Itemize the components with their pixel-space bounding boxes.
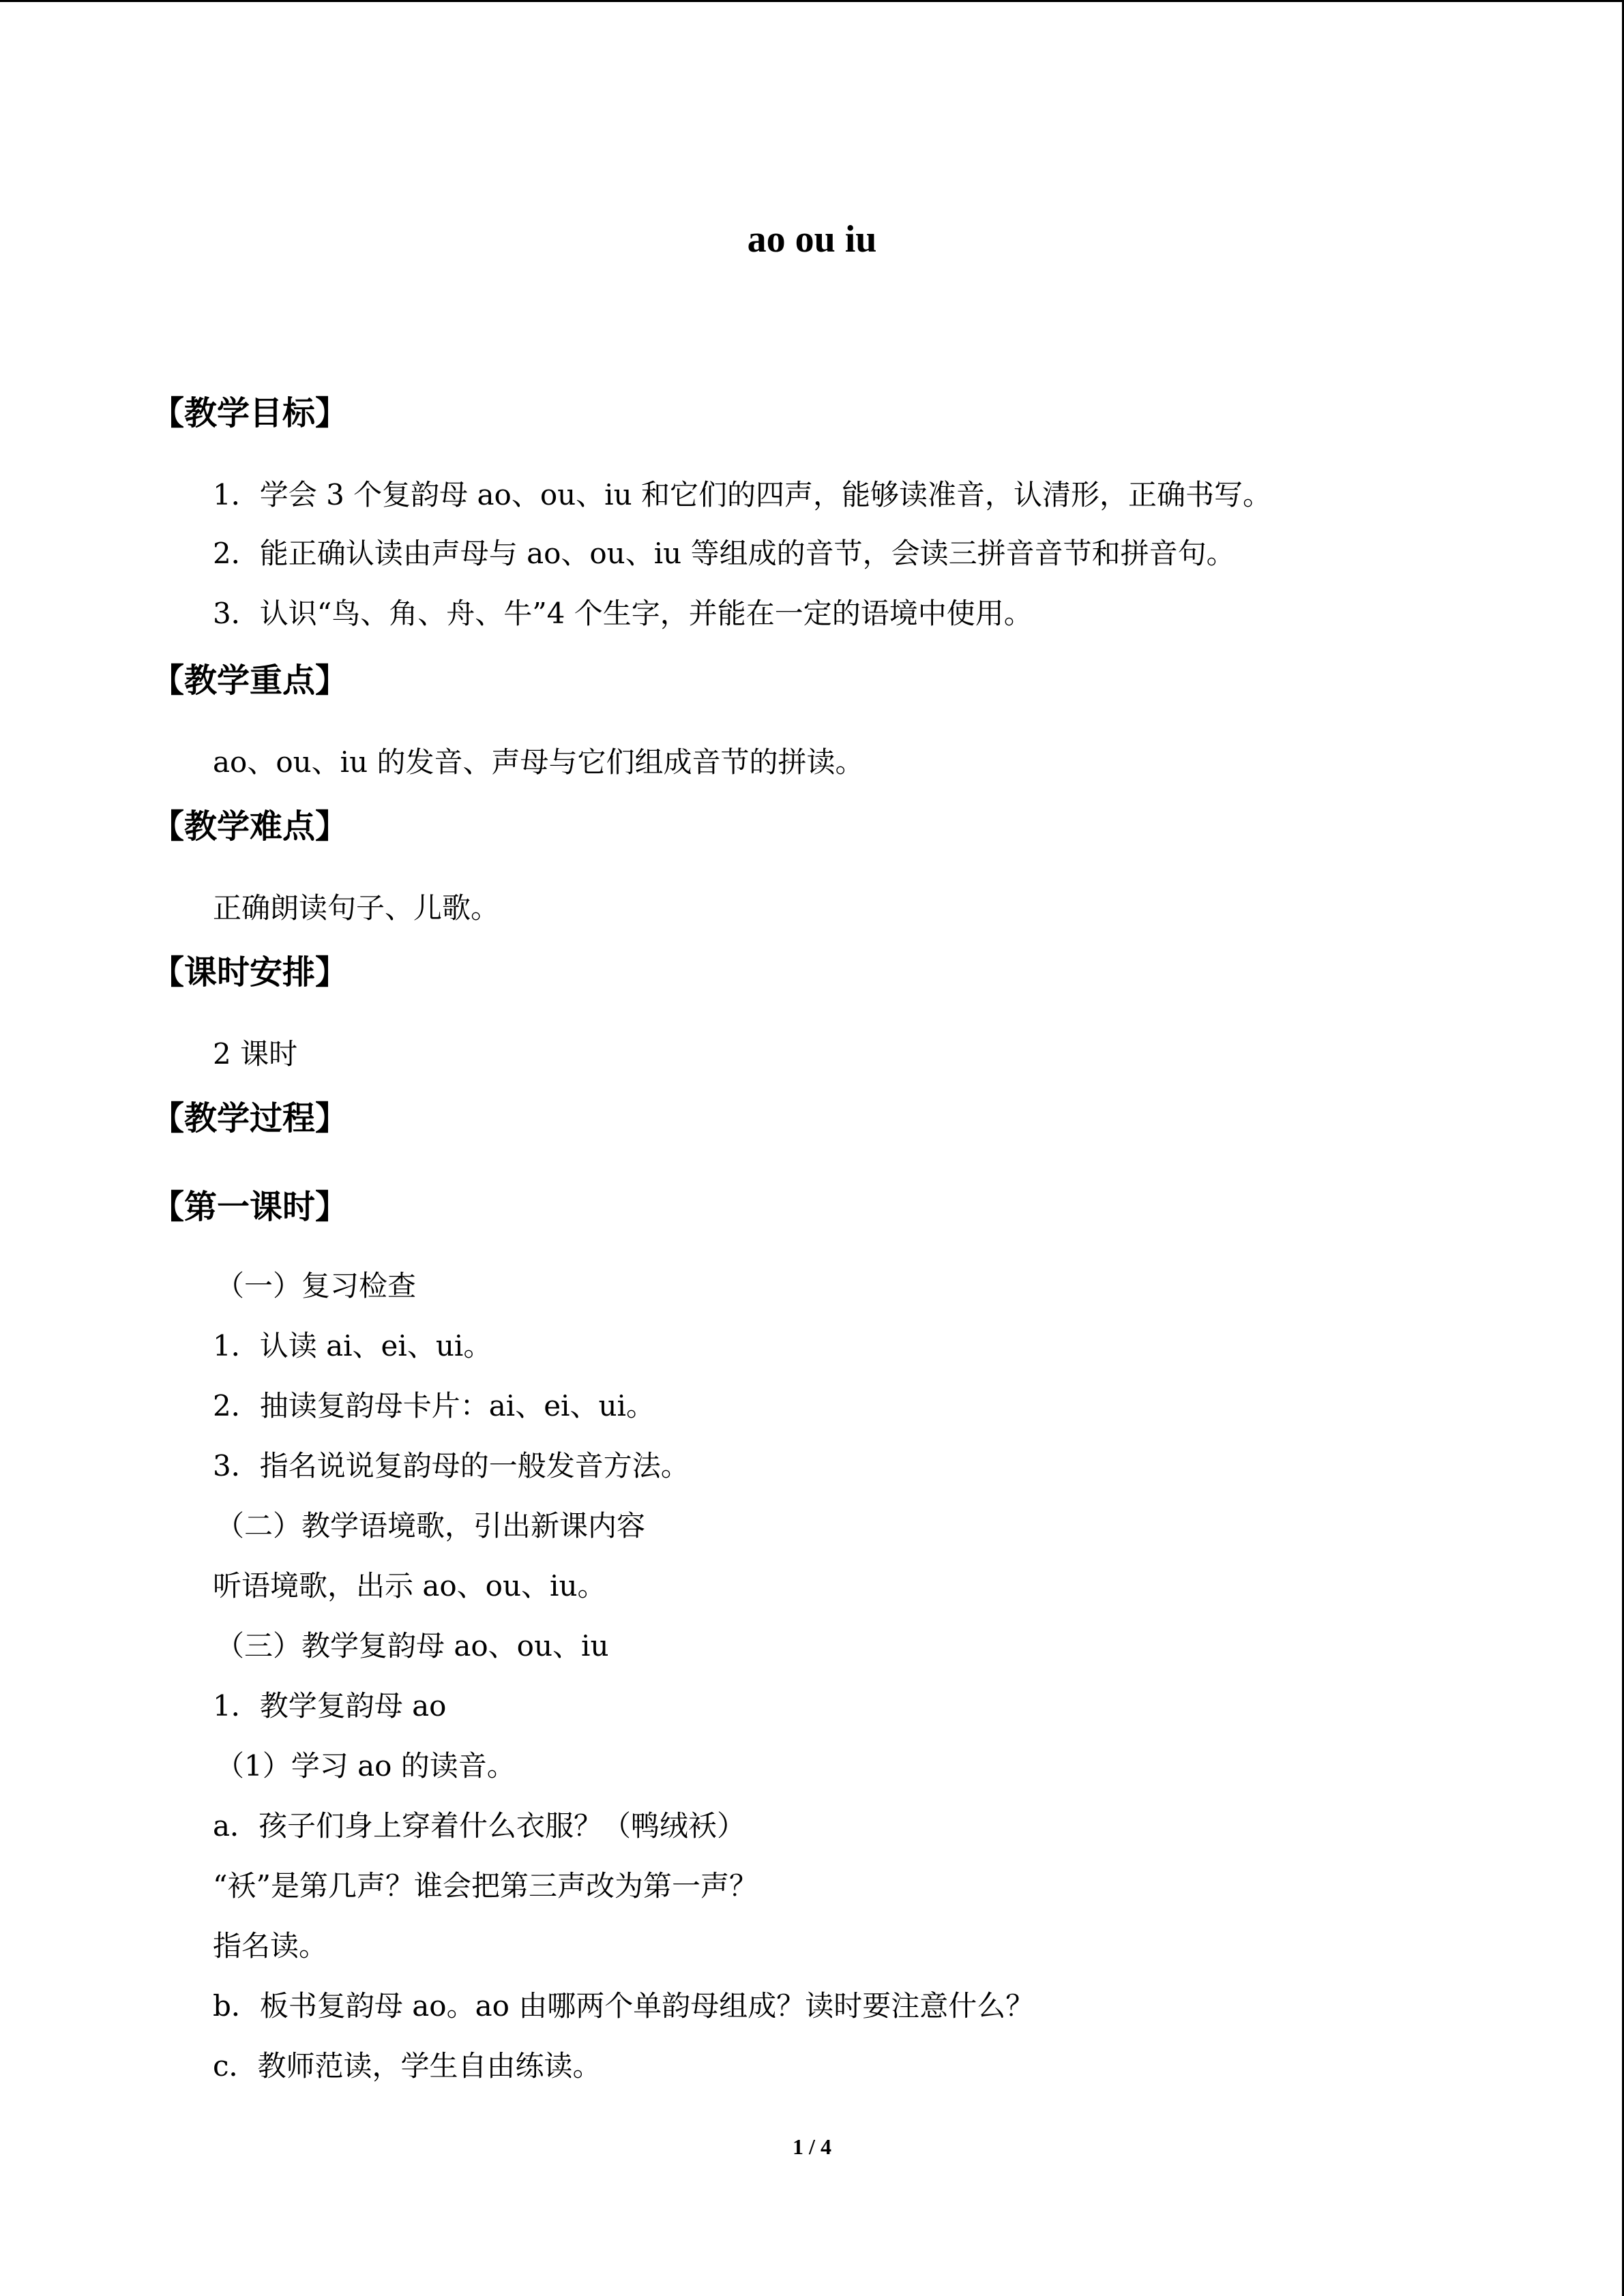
lesson-line: a．孩子们身上穿着什么衣服？（鸭绒袄） [213, 1809, 746, 1843]
schedule-text: 2 课时 [213, 1037, 298, 1071]
heading-teaching-process: 【教学过程】 [151, 1099, 349, 1137]
lesson-line: c．教师范读，学生自由练读。 [213, 2049, 602, 2083]
lesson-line: 1．认读 ai、ei、ui。 [213, 1329, 492, 1362]
lesson-line: “袄”是第几声？谁会把第三声改为第一声？ [213, 1869, 758, 1903]
lesson-line: 1．教学复韵母 ao [213, 1689, 447, 1723]
lesson-line: 3．指名说说复韵母的一般发音方法。 [213, 1449, 690, 1482]
key-points-text: ao、ou、iu 的发音、声母与它们组成音节的拼读。 [213, 745, 864, 779]
lesson-line: b．板书复韵母 ao。ao 由哪两个单韵母组成？读时要注意什么？ [213, 1989, 1035, 2023]
page-number: 1 / 4 [793, 2134, 831, 2159]
lesson-line: 2．抽读复韵母卡片：ai、ei、ui。 [213, 1389, 655, 1422]
heading-key-points: 【教学重点】 [151, 661, 349, 700]
document-title: ao ou iu [747, 218, 877, 260]
heading-difficulties: 【教学难点】 [151, 807, 349, 846]
lesson-line: （一）复习检查 [216, 1269, 417, 1302]
lesson-line: （三）教学复韵母 ao、ou、iu [216, 1629, 609, 1663]
lesson-line: 听语境歌，出示 ao、ou、iu。 [213, 1569, 606, 1602]
heading-first-lesson: 【第一课时】 [151, 1188, 349, 1226]
lesson-line: 指名读。 [213, 1929, 328, 1963]
goal-item-3: 3．认识“鸟、角、舟、牛”4 个生字，并能在一定的语境中使用。 [213, 597, 1033, 630]
goal-item-1: 1．学会 3 个复韵母 ao、ou、iu 和它们的四声，能够读准音，认清形，正确书写。 [213, 478, 1271, 511]
difficulties-text: 正确朗读句子、儿歌。 [213, 891, 500, 925]
heading-teaching-goals: 【教学目标】 [151, 394, 349, 432]
lesson-line: （1）学习 ao 的读音。 [216, 1749, 516, 1783]
goal-item-2: 2．能正确认读由声母与 ao、ou、iu 等组成的音节，会读三拼音音节和拼音句。 [213, 537, 1235, 570]
lesson-line: （二）教学语境歌，引出新课内容 [216, 1509, 646, 1542]
heading-schedule: 【课时安排】 [151, 953, 349, 992]
